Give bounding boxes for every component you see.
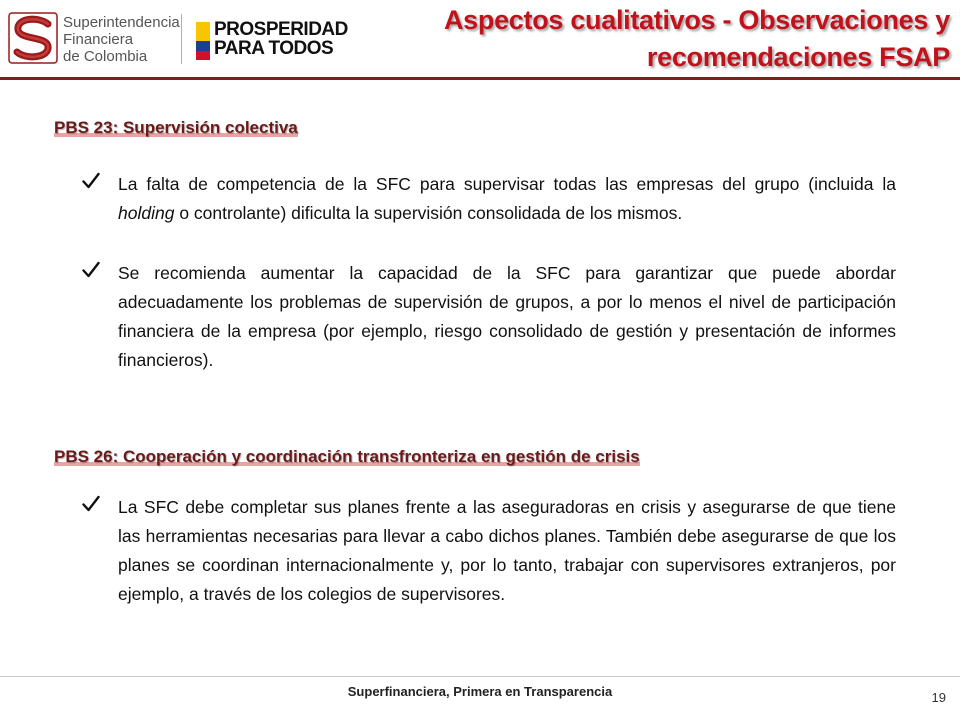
footer-slogan: Superfinanciera, Primera en Transparencia (347, 684, 613, 699)
page-number: 19 (931, 690, 946, 705)
check-icon (82, 495, 100, 513)
bullet-text (118, 170, 896, 228)
prosperidad-logo (196, 20, 346, 64)
bullet-text: Se recomienda aumentar la capacidad de la SFC para garantizar que puede abordar adecuadamente los problemas de supervisión de grupos, a por lo menos el nivel de participación financiera de la empresa (por ejemplo, riesgo consolidado de gestión y presentación de informes financieros). (118, 263, 896, 370)
prosperidad-line-2: PARA TODOS (214, 38, 334, 59)
bullet-text-part: La falta de competencia de la SFC para supervisar todas las empresas del grupo (incluida la (118, 174, 896, 194)
bullet-text-italic: holding (118, 203, 175, 223)
header-divider (0, 77, 960, 80)
footer-divider (0, 676, 960, 677)
check-icon (82, 172, 100, 190)
slide-title-line-1: Aspectos cualitativos - Observaciones y (443, 5, 950, 35)
bullet-item (82, 170, 896, 228)
sfc-logo (8, 10, 180, 68)
check-icon (82, 261, 100, 279)
header (0, 0, 960, 80)
sfc-logo-text (63, 14, 180, 65)
slide-title (390, 2, 950, 76)
prosperidad-logo-text (214, 20, 348, 58)
bullet-item (82, 259, 896, 375)
section-heading-pbs26 (54, 447, 640, 467)
slide-title-line-2: recomendaciones FSAP (646, 42, 950, 72)
sfc-logo-line-3: de Colombia (63, 48, 148, 65)
bullet-text-part: o controlante) dificulta la supervisión consolidada de los mismos. (174, 203, 683, 223)
sfc-logo-line-1: Superintendencia (63, 14, 180, 31)
colombia-flag-icon (196, 22, 210, 60)
section-heading-pbs23 (54, 118, 298, 138)
logo-divider (181, 14, 182, 64)
sfc-logo-line-2: Financiera (63, 31, 134, 48)
section-heading-text: PBS 23: Supervisión colectiva (54, 118, 298, 137)
sfc-emblem-icon (8, 12, 58, 64)
bullet-text: La SFC debe completar sus planes frente a las aseguradoras en crisis y asegurarse de que tiene las herramientas necesarias para llevar a cabo dichos planes. También debe asegurarse de que los planes se coordinan internacionalmente y, por lo tanto, trabajar con supervisores extranjeros, por ejemplo, a través de los colegios de supervisores. (118, 497, 896, 604)
section-heading-text: PBS 26: Cooperación y coordinación transfronteriza en gestión de crisis (54, 447, 640, 466)
prosperidad-line-1: PROSPERIDAD (214, 19, 348, 40)
bullet-item (82, 493, 896, 609)
